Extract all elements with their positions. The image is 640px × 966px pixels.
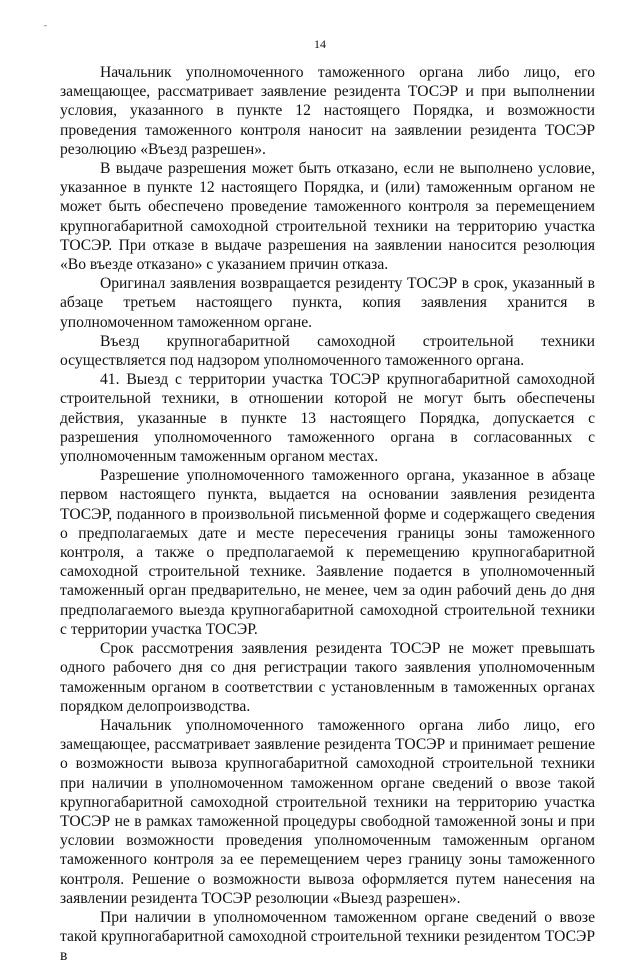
paragraph: Срок рассмотрения заявления резидента ТОСЭР не может превышать одного рабочего дня со дня регистрации такого заявления уполномоченным таможенным органом в соответствии с установленным в таможенных органах порядком делопроизводства.: [60, 640, 595, 715]
paragraph: Въезд крупногабаритной самоходной строительной техники осуществляется под надзором уполномоченного таможенного органа.: [60, 332, 595, 370]
paragraph: Оригинал заявления возвращается резиденту ТОСЭР в срок, указанный в абзаце третьем настоящего пункта, копия заявления хранится в уполномоченном таможенном органе.: [60, 275, 595, 331]
paragraph: Начальник уполномоченного таможенного органа либо лицо, его замещающее, рассматривает заявление резидента ТОСЭР и принимает решение о возможности вывоза крупногабаритной самоходной строительной техники при наличии в уполномоченном таможенном органе сведений о ввозе такой крупногабаритной самоходной строительной техники на территорию участка ТОСЭР не в рамках таможенной процедуры свободной таможенной зоны и при условии возможности проведения уполномоченным таможенным органом таможенного контроля за ее перемещением через границу зоны таможенного контроля. Решение о возможности вывоза оформляется путем нанесения на заявлении резидента ТОСЭР резолюции «Выезд разрешен».: [60, 716, 595, 907]
margin-mark: -: [44, 20, 47, 30]
page-number: 14: [314, 37, 326, 51]
paragraph: В выдаче разрешения может быть отказано, если не выполнено условие, указанное в пункте 12 настоящего Порядка, и (или) таможенным органом не может быть обеспечено проведение таможенного контроля за перемещением крупногабаритной самоходной строительной техники на территорию участка ТОСЭР. При отказе в выдаче разрешения на заявлении наносится резолюция «Во въезде отказано» с указанием причин отказа.: [60, 160, 595, 274]
paragraph: При наличии в уполномоченном таможенном органе сведений о ввозе такой крупногабаритной самоходной строительной техники резидентом ТОСЭР в: [60, 908, 595, 965]
paragraph: Разрешение уполномоченного таможенного органа, указанное в абзаце первом настоящего пункта, выдается на основании заявления резидента ТОСЭР, поданного в произвольной письменной форме и содержащего сведения о предполагаемых дате и месте пересечения границы зоны таможенного контроля, а также о предполагаемой к перемещению крупногабаритной самоходной строительной технике. Заявление подается в уполномоченный таможенный орган предварительно, не менее, чем за один рабочий день до дня предполагаемого выезда крупногабаритной самоходной строительной техники с территории участка ТОСЭР.: [60, 467, 595, 638]
paragraph: 41. Выезд с территории участка ТОСЭР крупногабаритной самоходной строительной техники, в отношении которой не могут быть обеспечены действия, указанные в пункте 13 настоящего Порядка, допускается с разрешения уполномоченного таможенного органа в согласованных с уполномоченным таможенным органом местах.: [60, 371, 595, 466]
document-body: [60, 63, 595, 966]
paragraph: Начальник уполномоченного таможенного органа либо лицо, его замещающее, рассматривает заявление резидента ТОСЭР и при выполнении условия, указанного в пункте 12 настоящего Порядка, и возможности проведения таможенного контроля наносит на заявлении резидента ТОСЭР резолюцию «Въезд разрешен».: [60, 64, 595, 158]
